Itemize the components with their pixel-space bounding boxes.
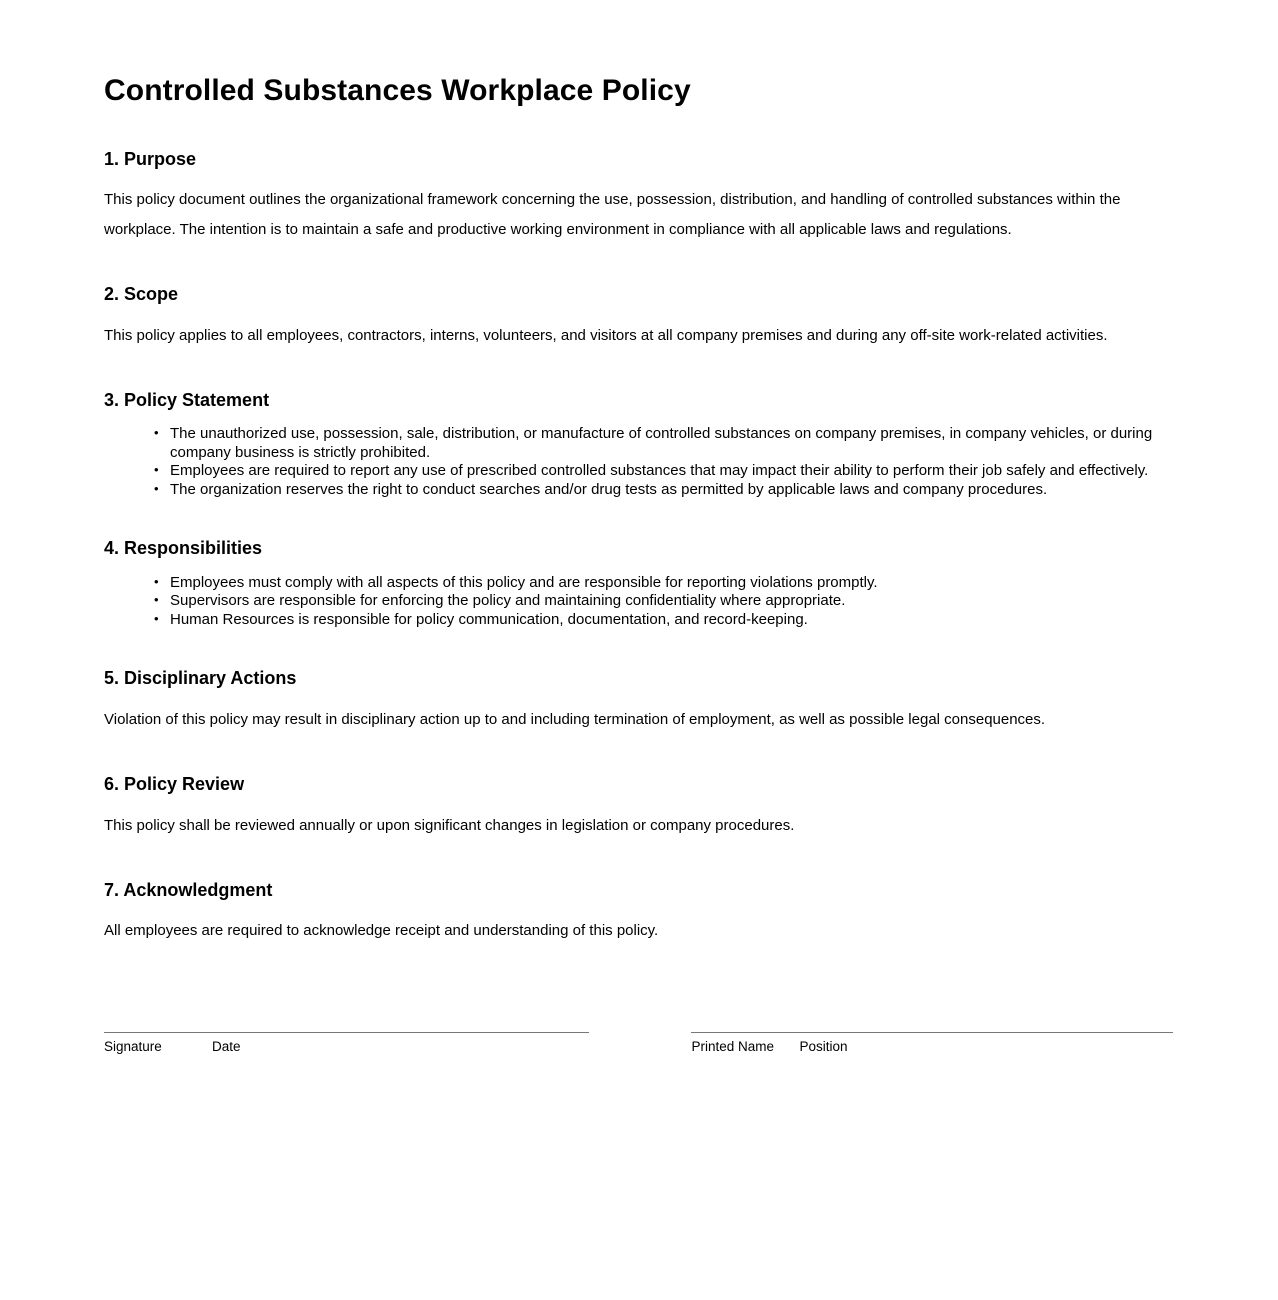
section-heading-responsibilities: 4. Responsibilities [104, 538, 263, 559]
section-heading-acknowledgment: 7. Acknowledgment [104, 879, 273, 900]
signature-labels-left [104, 1033, 589, 1055]
section-policy-review [104, 774, 1173, 841]
section-heading-disciplinary-actions: 5. Disciplinary Actions [104, 668, 297, 689]
list-item: • Employees are required to report any use of prescribed controlled substances that may impact their ability to perform their job safely and effectively. [170, 462, 1173, 481]
responsibilities-list [104, 574, 1173, 630]
list-item: • The unauthorized use, possession, sale, distribution, or manufacture of controlled substances on company premises, in company vehicles, or during company business is strictly prohibited. [170, 425, 1173, 462]
list-item: • Supervisors are responsible for enforcing the policy and maintaining confidentiality where appropriate. [170, 592, 1173, 611]
list-item: • Employees must comply with all aspects of this policy and are responsible for reporting violations promptly. [170, 574, 1173, 593]
list-item: • The organization reserves the right to conduct searches and/or drug tests as permitted by applicable laws and company procedures. [170, 481, 1173, 500]
section-body-scope: This policy applies to all employees, contractors, interns, volunteers, and visitors at all company premises and during any off-site work-related activities. [104, 326, 1108, 344]
section-body-policy-review: This policy shall be reviewed annually or upon significant changes in legislation or company procedures. [104, 816, 795, 834]
signature-labels-right [691, 1033, 1173, 1055]
list-item: • Human Resources is responsible for policy communication, documentation, and record-keeping. [170, 611, 1173, 630]
section-body-disciplinary-actions: Violation of this policy may result in disciplinary action up to and including termination of employment, as well as possible legal consequences. [104, 710, 1046, 728]
signature-column-spacer [589, 1032, 692, 1055]
section-body-acknowledgment: All employees are required to acknowledge receipt and understanding of this policy. [104, 922, 659, 940]
signature-block [104, 1032, 1173, 1055]
section-heading-purpose: 1. Purpose [104, 148, 197, 169]
printed-name-label: Printed Name [691, 1039, 774, 1055]
section-body-purpose: This policy document outlines the organizational framework concerning the use, possession, distribution, and handling of controlled substances within the workplace. The intention is to maintain a safe and productive working environment in compliance with all applicable laws and regulations. [104, 191, 1121, 239]
section-acknowledgment [104, 880, 1173, 947]
section-responsibilities [104, 538, 1173, 629]
policy-statement-list [104, 425, 1173, 499]
section-disciplinary-actions [104, 668, 1173, 735]
section-policy-statement [104, 390, 1173, 500]
section-heading-policy-review: 6. Policy Review [104, 773, 245, 794]
position-label: Position [799, 1039, 848, 1055]
section-heading-policy-statement: 3. Policy Statement [104, 389, 270, 410]
section-heading-scope: 2. Scope [104, 284, 179, 305]
section-purpose [104, 149, 1173, 246]
signature-column-right [691, 1032, 1173, 1055]
signature-column-left [104, 1032, 589, 1055]
section-scope [104, 284, 1173, 351]
signature-label: Signature [104, 1039, 162, 1055]
date-label: Date [212, 1039, 241, 1055]
page-title: Controlled Substances Workplace Policy [104, 74, 691, 107]
